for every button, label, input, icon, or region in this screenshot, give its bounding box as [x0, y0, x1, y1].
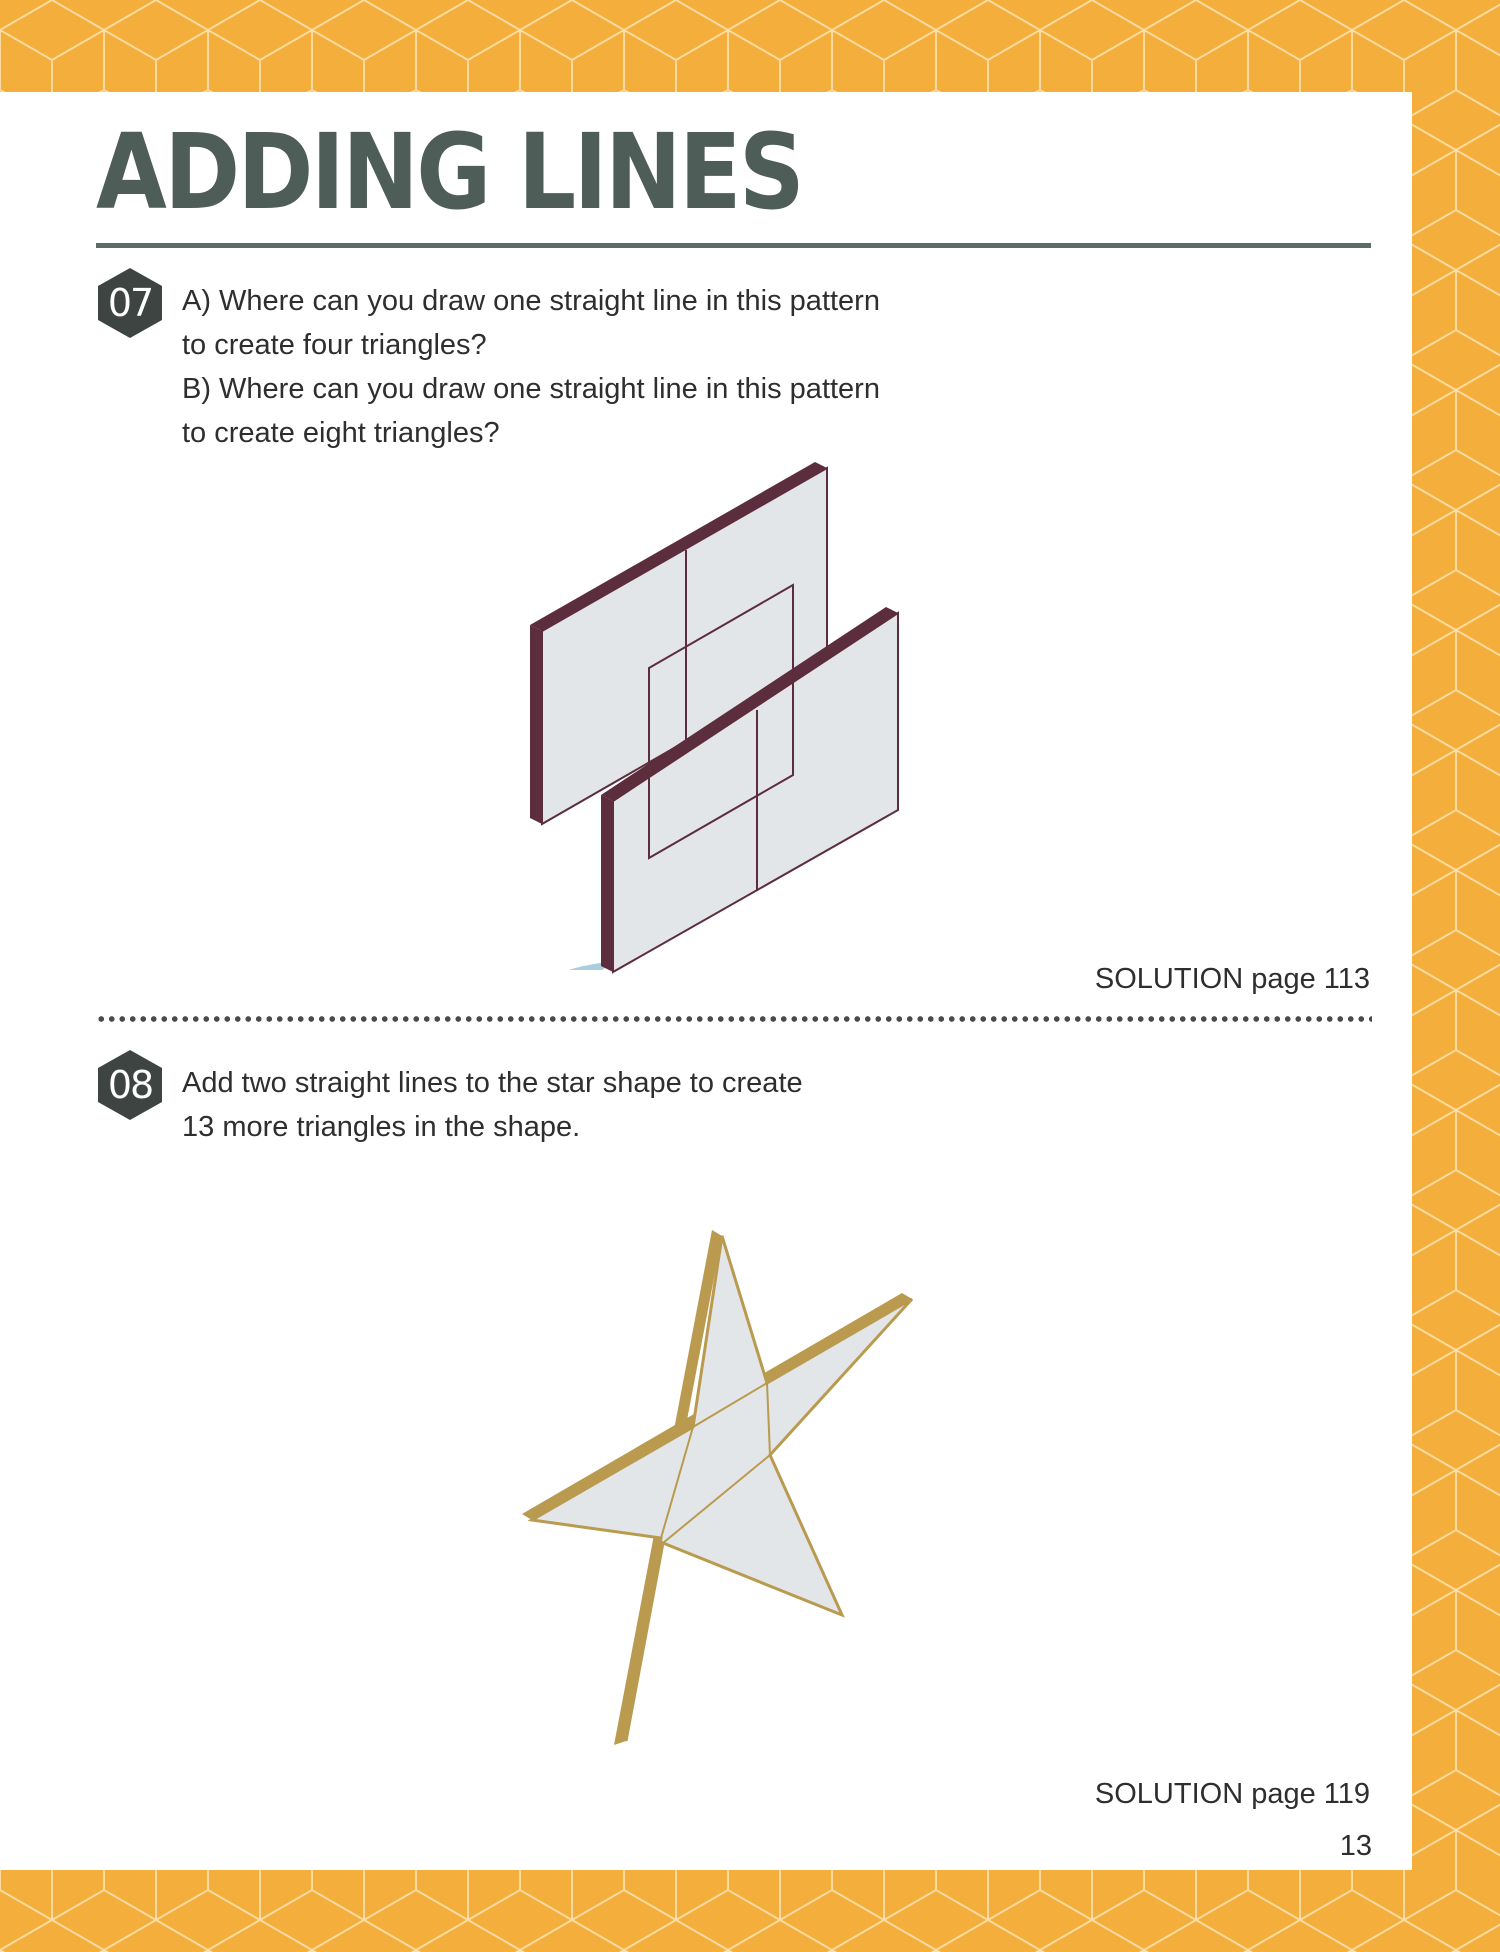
question-line: to create eight triangles? — [182, 417, 500, 449]
puzzle-number: 07 — [107, 281, 153, 325]
dotted-divider — [96, 1015, 1372, 1023]
puzzle-number: 08 — [107, 1063, 153, 1107]
page-number: 13 — [1339, 1830, 1372, 1862]
puzzle-07-question — [182, 279, 880, 455]
puzzle-number-badge-07 — [96, 267, 164, 339]
question-line: B) Where can you draw one straight line in this pattern — [182, 373, 880, 405]
puzzle-07-rectangles-figure — [520, 455, 920, 980]
question-line: Add two straight lines to the star shape to create — [182, 1067, 803, 1099]
puzzle-08-star-figure — [515, 1225, 915, 1755]
puzzle-07-solution-reference: SOLUTION page 113 — [1094, 963, 1370, 995]
question-line: to create four triangles? — [182, 329, 487, 361]
page-title: ADDING LINES — [96, 111, 803, 233]
puzzle-08-solution-reference: SOLUTION page 119 — [1094, 1778, 1370, 1810]
puzzle-08-question — [182, 1061, 803, 1149]
puzzle-number-badge-08 — [96, 1049, 164, 1121]
question-line: A) Where can you draw one straight line in this pattern — [182, 285, 880, 317]
title-underline — [96, 243, 1371, 248]
question-line: 13 more triangles in the shape. — [182, 1111, 581, 1143]
